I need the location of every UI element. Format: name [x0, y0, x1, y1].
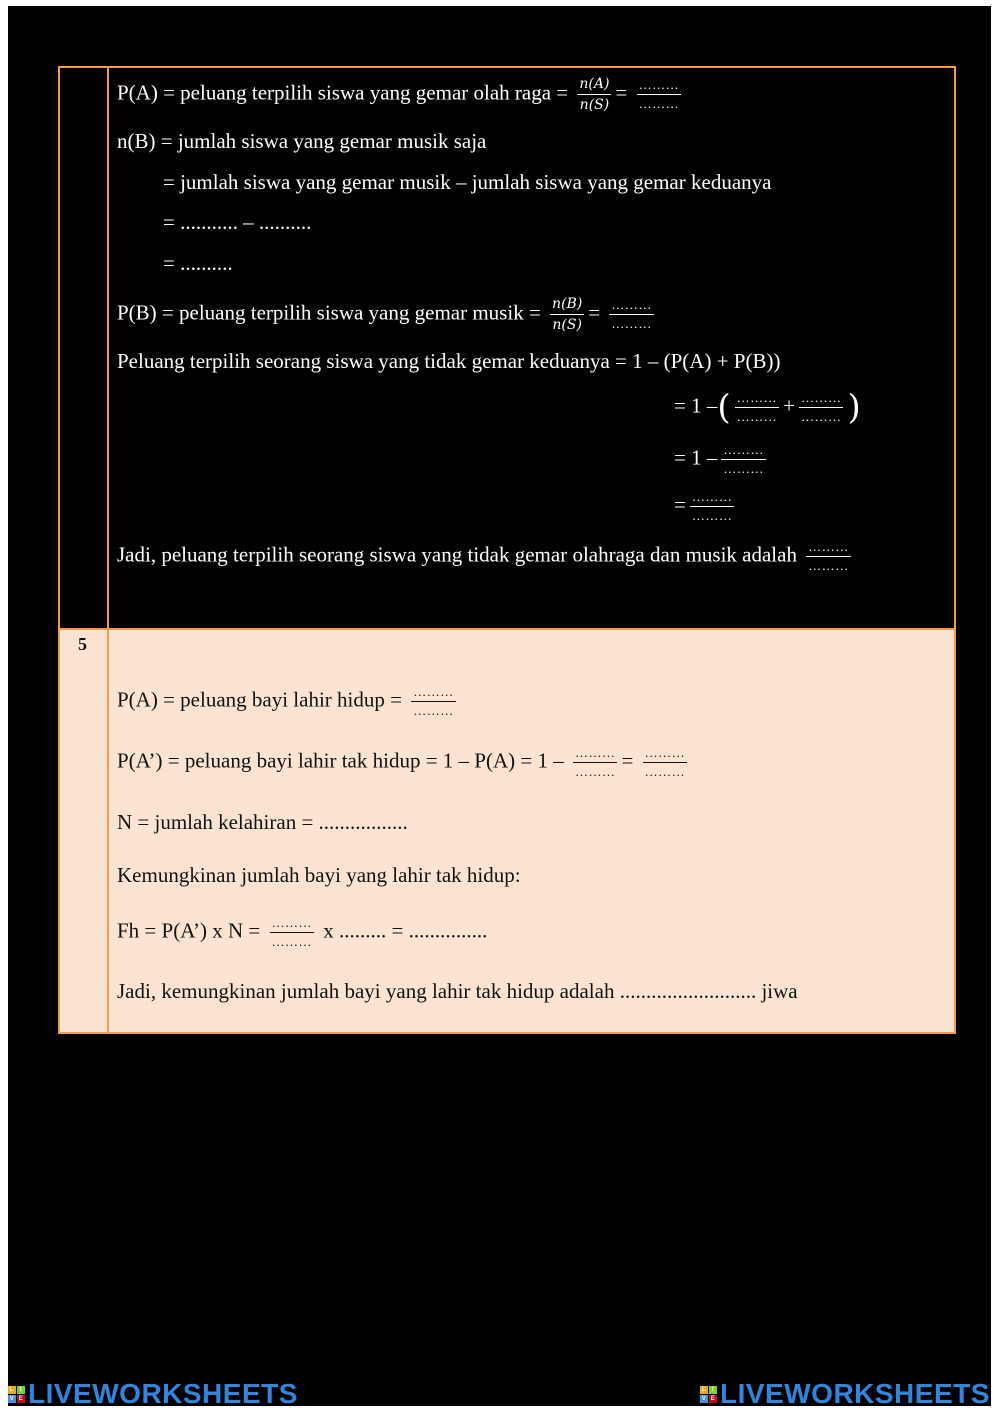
- q4-conclusion-blank[interactable]: $\frac{\dots\dots\dots}{\dots\dots\dots}$: [808, 539, 849, 573]
- q5-pa-blank[interactable]: $\frac{\dots\dots\dots}{\dots\dots\dots}$: [413, 684, 454, 718]
- number-column: [60, 630, 109, 1032]
- pb-definition-line: [117, 296, 658, 333]
- q5-conclusion-line[interactable]: Jadi, kemungkinan jumlah bayi yang lahir tak hidup adalah .......................... jiwa: [117, 979, 798, 1003]
- plus-sign: +: [783, 393, 795, 418]
- q5-pa-line: [117, 685, 460, 718]
- logo-squares-icon: L I V E: [701, 1386, 716, 1402]
- q5-fh-suffix[interactable]: x ......... = ...............: [323, 918, 488, 943]
- q5-pa-prime-blank-a[interactable]: $\frac{\dots\dots\dots}{\dots\dots\dots}$: [574, 745, 616, 779]
- q5-pa-prime-text: P(A’) = peluang bayi lahir tak hidup = 1 – P(A) = 1 –: [117, 748, 564, 773]
- step1-line: [674, 387, 861, 428]
- number-column: [60, 68, 109, 628]
- step1-blank-a[interactable]: $\frac{\dots\dots\dots}{\dots\dots\dots}$: [736, 390, 778, 424]
- logo-text: LIVEWORKSHEETS: [28, 1378, 298, 1409]
- nb-result-blank[interactable]: = ..........: [163, 251, 233, 275]
- right-paren: ): [847, 387, 861, 428]
- question-4-row: [58, 66, 956, 630]
- q4-conclusion-text: Jadi, peluang terpilih seorang siswa yang tidak gemar olahraga dan musik adalah: [117, 542, 797, 567]
- pa-answer-blank[interactable]: $\frac{\dots\dots\dots}{\dots\dots\dots}$: [638, 77, 680, 111]
- step3-line: [674, 490, 738, 523]
- step2-blank[interactable]: $\frac{\dots\dots\dots}{\dots\dots\dots}$: [723, 442, 764, 476]
- na-over-ns-fraction: $\frac{n(A)}{n(S)}$: [579, 76, 610, 113]
- nb-formula-line: = jumlah siswa yang gemar musik – jumlah siswa yang gemar keduanya: [163, 170, 772, 194]
- liveworksheets-logo: [8, 1378, 298, 1410]
- q5-fh-text: Fh = P(A’) x N =: [117, 918, 261, 943]
- step1-prefix: = 1 –: [674, 393, 718, 418]
- logo-squares-icon: L I V E: [9, 1386, 24, 1402]
- neither-formula-line: Peluang terpilih seorang siswa yang tidak gemar keduanya = 1 – (P(A) + P(B)): [117, 349, 781, 373]
- pa-definition-line: [117, 76, 685, 113]
- nb-substitution-blank[interactable]: = ........... – ..........: [163, 210, 312, 234]
- q5-fh-blank[interactable]: $\frac{\dots\dots\dots}{\dots\dots\dots}$: [271, 915, 313, 949]
- pb-definition-text: P(B) = peluang terpilih siswa yang gemar musik =: [117, 300, 541, 325]
- step2-prefix: = 1 –: [674, 445, 718, 470]
- nb-over-ns-fraction: $\frac{n(B)}{n(S)}$: [552, 296, 583, 333]
- question-number: 5: [78, 634, 87, 654]
- liveworksheets-logo-right: [700, 1378, 990, 1410]
- equals-sign: =: [615, 80, 628, 105]
- q5-pa-prime-line: [117, 746, 691, 779]
- pa-definition-text: P(A) = peluang terpilih siswa yang gemar olah raga =: [117, 80, 569, 105]
- pb-answer-blank[interactable]: $\frac{\dots\dots\dots}{\dots\dots\dots}$: [611, 297, 652, 331]
- q5-pa-text: P(A) = peluang bayi lahir hidup =: [117, 687, 402, 712]
- q4-conclusion-line: [117, 540, 855, 573]
- nb-definition-line: n(B) = jumlah siswa yang gemar musik saja: [117, 129, 487, 153]
- left-paren: (: [717, 387, 731, 428]
- logo-text: LIVEWORKSHEETS: [720, 1378, 990, 1409]
- q5-fh-line: [117, 916, 487, 949]
- q5-pa-prime-blank-b[interactable]: $\frac{\dots\dots\dots}{\dots\dots\dots}$: [644, 745, 686, 779]
- q5-possible-line: Kemungkinan jumlah bayi yang lahir tak hidup:: [117, 863, 521, 887]
- question-5-row: [58, 630, 956, 1034]
- worksheet-page: [8, 6, 991, 1406]
- step2-line: [674, 443, 770, 476]
- step3-prefix: =: [674, 492, 686, 517]
- step1-blank-b[interactable]: $\frac{\dots\dots\dots}{\dots\dots\dots}$: [800, 390, 842, 424]
- q5-n-line[interactable]: N = jumlah kelahiran = .................: [117, 810, 408, 834]
- step3-blank[interactable]: $\frac{\dots\dots\dots}{\dots\dots\dots}$: [691, 489, 733, 523]
- equals-sign: =: [621, 748, 634, 773]
- equals-sign: =: [588, 300, 601, 325]
- answer-table: [58, 66, 956, 1034]
